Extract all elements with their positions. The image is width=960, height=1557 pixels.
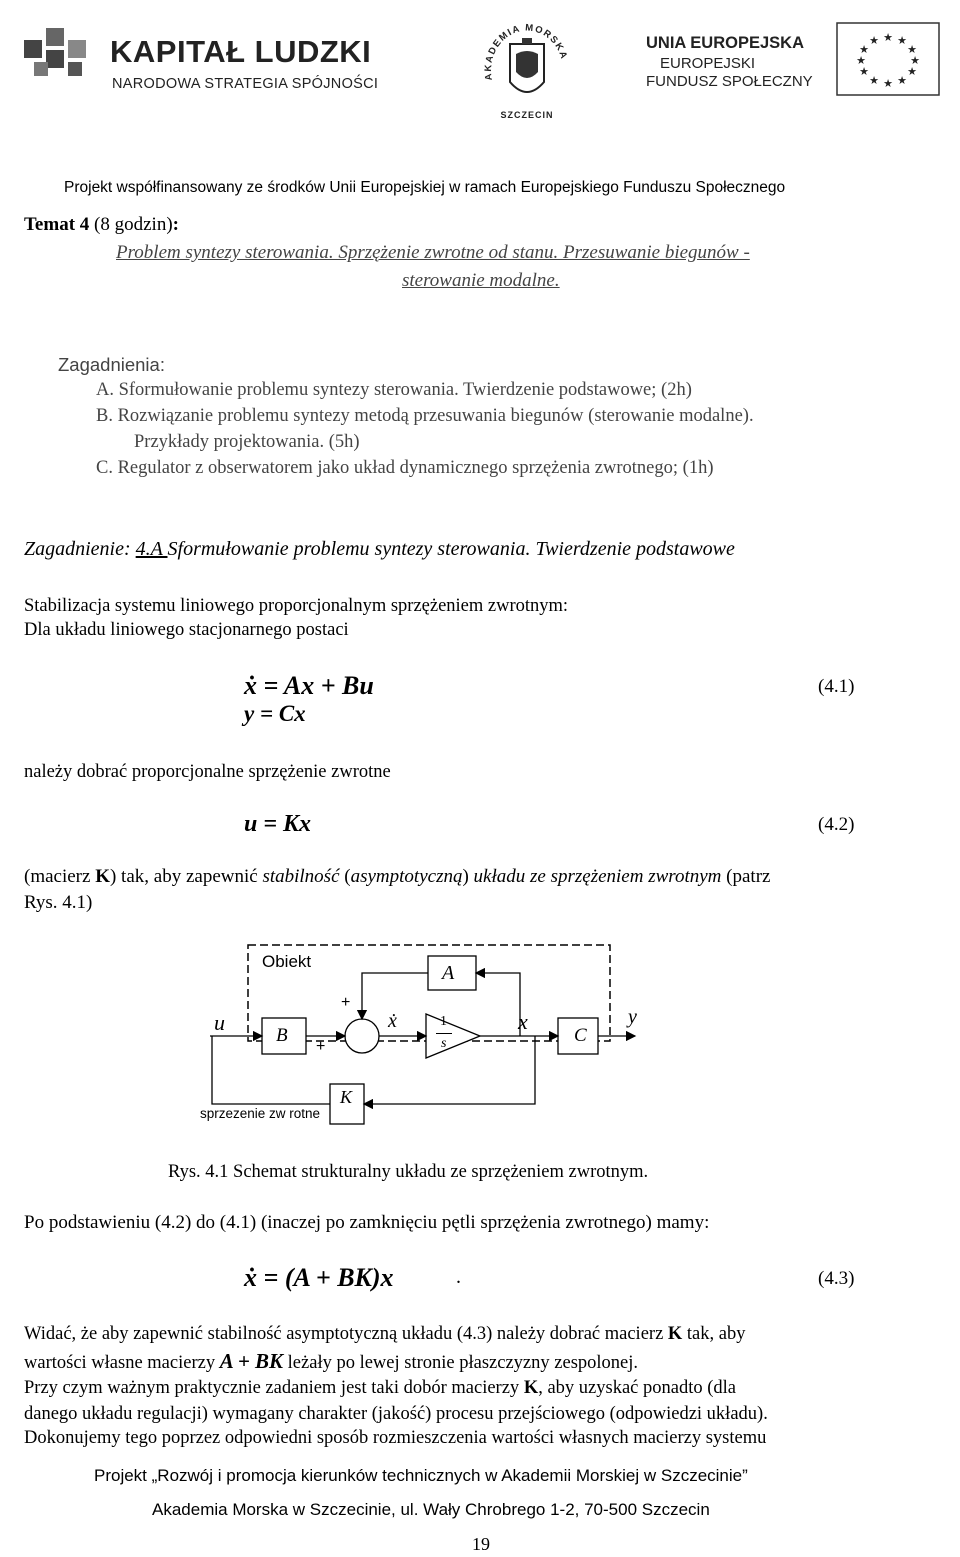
p5-line2-matrix: A + BK [219,1349,284,1373]
section-heading [24,538,735,561]
svg-text:★: ★ [910,54,920,67]
footer-line2: Akademia Morska w Szczecinie, ul. Wały Chrobrego 1-2, 70-500 Szczecin [152,1500,710,1519]
p6-line1-k: K [523,1378,539,1398]
topic-hours: (8 godzin) [94,214,173,235]
issues-heading: Zagadnienia: [58,354,165,375]
svg-text:SZCZECIN: SZCZECIN [500,110,554,120]
section-prefix: Zagadnienie: [24,538,136,560]
svg-text:★: ★ [897,34,907,47]
issue-b-line2: Przykłady projektowania. (5h) [134,432,360,452]
p3-h: (patrz [721,866,771,887]
paragraph-6-line1 [24,1378,736,1399]
logo-left-subtitle: NARODOWA STRATEGIA SPÓJNOŚCI [112,76,379,92]
academy-seal-icon [478,10,576,128]
eu-flag-icon [836,22,940,96]
p5-line1-a: Widać, że aby zapewnić stabilność asymptotyczną układu (4.3) należy dobrać macierz [24,1324,668,1344]
diagram-fraction-bar [436,1033,452,1034]
diagram-a-label: A [442,962,455,984]
equation-4-3: ẋ = (A + BK)x [244,1263,394,1292]
paragraph-6-line3: Dokonujemy tego poprzez odpowiedni sposób rozmieszczenia wartości własnych macierzy systemu [24,1428,767,1448]
p3-k: K [95,866,110,887]
equation-4-3-dot: . [456,1266,461,1288]
paragraph-3-line2: Rys. 4.1) [24,892,93,913]
diagram-b-label: B [276,1025,288,1046]
issue-a: A. Sformułowanie problemu syntezy sterowania. Twierdzenie podstawowe; (2h) [96,380,692,400]
equation-4-2-number: (4.2) [818,814,855,835]
p5-line2-a: wartości własne macierzy [24,1353,220,1373]
p3-f: ) [462,866,474,887]
diagram-u-label: u [214,1010,225,1035]
topic-colon: : [172,214,179,235]
paragraph-4: Po podstawieniu (4.2) do (4.1) (inaczej po zamknięciu pętli sprzężenia zwrotnego) mamy: [24,1212,710,1233]
svg-text:★: ★ [883,77,893,90]
equation-4-1-number: (4.1) [818,676,855,697]
p3-e: asymptotyczną [350,866,463,887]
diagram-c-label: C [574,1025,587,1046]
p3-g: układu ze sprzężeniem zwrotnym [473,866,722,887]
diagram-y-label: y [628,1006,637,1028]
section-code: 4.A [135,538,168,560]
svg-text:★: ★ [883,31,893,44]
p3-a: (macierz [24,866,96,887]
logo-right-line2: EUROPEJSKI [660,55,756,72]
logo-left-title: KAPITAŁ LUDZKI [110,34,372,69]
p3-b: ) tak, aby zapewnić [109,866,263,887]
topic-title-line2: sterowanie modalne. [402,270,560,291]
diagram-xdot-label: ẋ [388,1010,397,1032]
p3-d: ( [339,866,351,887]
paragraph-2: należy dobrać proporcjonalne sprzężenie zwrotne [24,762,391,782]
svg-text:★: ★ [859,65,869,78]
diagram-x-label: x [518,1009,528,1034]
svg-text:★: ★ [907,65,917,78]
kapital-ludzki-emblem-icon [22,22,90,84]
diagram-obiekt-label: Obiekt [262,952,312,971]
equation-4-1-line1: ẋ = Ax + Bu [244,671,374,700]
svg-text:★: ★ [869,34,879,47]
paragraph-1-line2: Dla układu liniowego stacjonarnego postaci [24,620,349,640]
cofinancing-line: Projekt współfinansowany ze środków Unii Europejskiej w ramach Europejskiego Funduszu Społecznego [64,179,786,196]
paragraph-3-line1 [24,866,770,888]
paragraph-5-line2 [24,1349,638,1374]
footer-line1: Projekt „Rozwój i promocja kierunków technicznych w Akademii Morskiej w Szczecinie” [94,1466,748,1485]
p6-line1-b: , aby uzyskać ponadto (dla [538,1378,736,1398]
diagram-feedback-label: sprzezenie zw rotne [200,1106,321,1121]
topic-label: Temat 4 [24,214,90,235]
section-title: Sformułowanie problemu syntezy sterowania. Twierdzenie podstawowe [167,538,735,560]
svg-text:★: ★ [897,74,907,87]
diagram-s-label: s [441,1036,447,1051]
topic-heading [24,214,179,236]
integrator-block [426,1014,480,1058]
svg-text:★: ★ [869,74,879,87]
issue-c: C. Regulator z obserwatorem jako układ dynamicznego sprzężenia zwrotnego; (1h) [96,458,714,478]
equation-4-1-line2: y = Cx [244,701,306,726]
p5-line1-b: tak, aby [682,1324,746,1344]
figure-caption: Rys. 4.1 Schemat strukturalny układu ze sprzężeniem zwrotnym. [168,1162,649,1182]
issue-b-line1: B. Rozwiązanie problemu syntezy metodą przesuwania biegunów (sterowanie modalne). [96,406,754,426]
diagram-plus-left: + [316,1038,326,1055]
svg-text:★: ★ [856,54,866,67]
svg-text:★: ★ [859,43,869,56]
page-number: 19 [472,1534,490,1554]
p3-c: stabilność [262,866,340,887]
diagram-k-label: K [340,1087,353,1107]
paragraph-6-line2: danego układu regulacji) wymagany charakter (jakość) procesu przejściowego (odpowiedzi układu). [24,1404,768,1424]
svg-text:AKADEMIA MORSKA: AKADEMIA MORSKA [482,22,570,82]
logo-right-line3: FUNDUSZ SPOŁECZNY [646,73,813,90]
equation-4-2: u = Kx [244,811,312,837]
topic-title-line1: Problem syntezy sterowania. Sprzężenie zwrotne od stanu. Przesuwanie biegunów - [116,242,750,263]
paragraph-1-bold: Stabilizacja systemu liniowego proporcjonalnym sprzężeniem zwrotnym: [24,596,569,616]
logo-right-line1: UNIA EUROPEJSKA [646,34,804,52]
equation-4-3-number: (4.3) [818,1268,855,1289]
p5-line1-k: K [667,1324,683,1344]
svg-text:★: ★ [907,43,917,56]
p6-line1-a: Przy czym ważnym praktycznie zadaniem jest taki dobór macierzy [24,1378,524,1398]
p5-line2-b: leżały po lewej stronie płaszczyzny zespolonej. [283,1353,639,1373]
paragraph-5-line1 [24,1324,745,1345]
diagram-plus-top: + [341,994,351,1011]
summing-junction [345,1019,379,1053]
diagram-one-label: 1 [440,1014,447,1029]
